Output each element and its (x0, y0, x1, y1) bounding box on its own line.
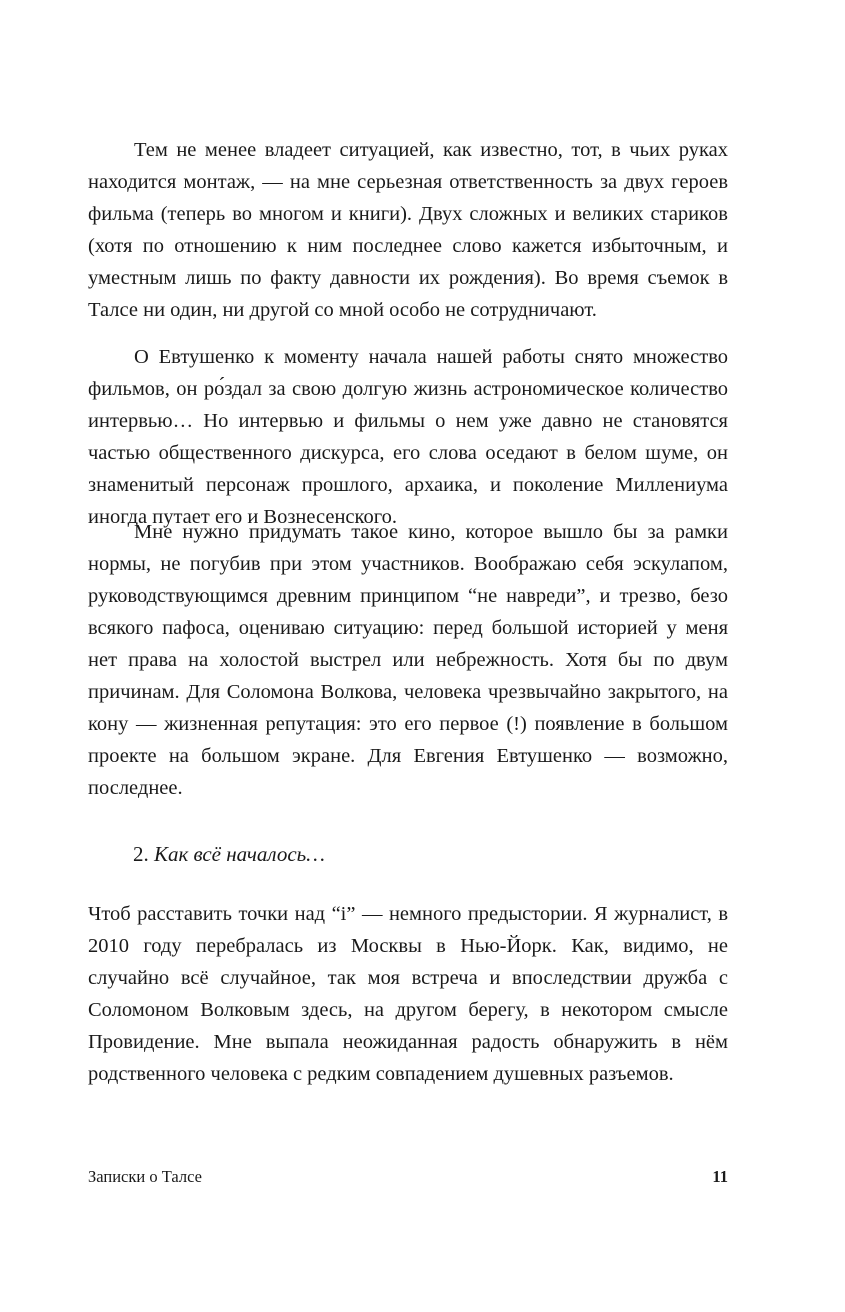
page-number: 11 (712, 1167, 728, 1186)
section-number: 2. (133, 842, 149, 866)
section-paragraph: Чтоб расставить точки над “i” — немного предыстории. Я журналист, в 2010 году перебралась из Москвы в Нью-Йорк. Как, видимо, не случайно всё случайное, так моя встреча и впоследствии дружба с Соломоном Волковым здесь, на другом берегу, в некотором смысле Провидение. Мне выпала неожиданная радость обнаружить в нём родственного человека с редким совпадением душевных разъемов. (88, 903, 728, 1085)
body-paragraph-1: Тем не менее владеет ситуацией, как известно, тот, в чьих руках находится монтаж, — на мне серьезная ответственность за двух героев фильма (теперь во многом и книги). Двух сложных и великих стариков (хотя по отношению к ним последнее слово кажется избыточным, и уместным лишь по факту давности их рождения). Во время съемок в Талсе ни один, ни другой со мной особо не сотрудничают. (88, 139, 728, 321)
section-heading (133, 838, 325, 870)
body-paragraph-2: О Евтушенко к моменту начала нашей работы снято множество фильмов, он ро́здал за свою долгую жизнь астрономическое количество интервью… Но интервью и фильмы о нем уже давно не становятся частью общественного дискурса, его слова оседают в белом шуме, он знаменитый персонаж прошлого, архаика, и поколение Миллениума иногда путает его и Вознесенского. (88, 346, 728, 528)
running-title: Записки о Талсе (88, 1167, 202, 1186)
body-paragraph-3: Мне нужно придумать такое кино, которое вышло бы за рамки нормы, не погубив при этом участников. Воображаю себя эскулапом, руководствующимся древним принципом “не навреди”, и трезво, безо всякого пафоса, оцениваю ситуацию: перед большой историей у меня нет права на холостой выстрел или небрежность. Хотя бы по двум причинам. Для Соломона Волкова, человека чрезвычайно закрытого, на кону — жизненная репутация: это его первое (!) появление в большом проекте на большом экране. Для Евгения Евтушенко — возможно, последнее. (88, 521, 728, 799)
section-title: Как всё началось… (154, 842, 325, 866)
